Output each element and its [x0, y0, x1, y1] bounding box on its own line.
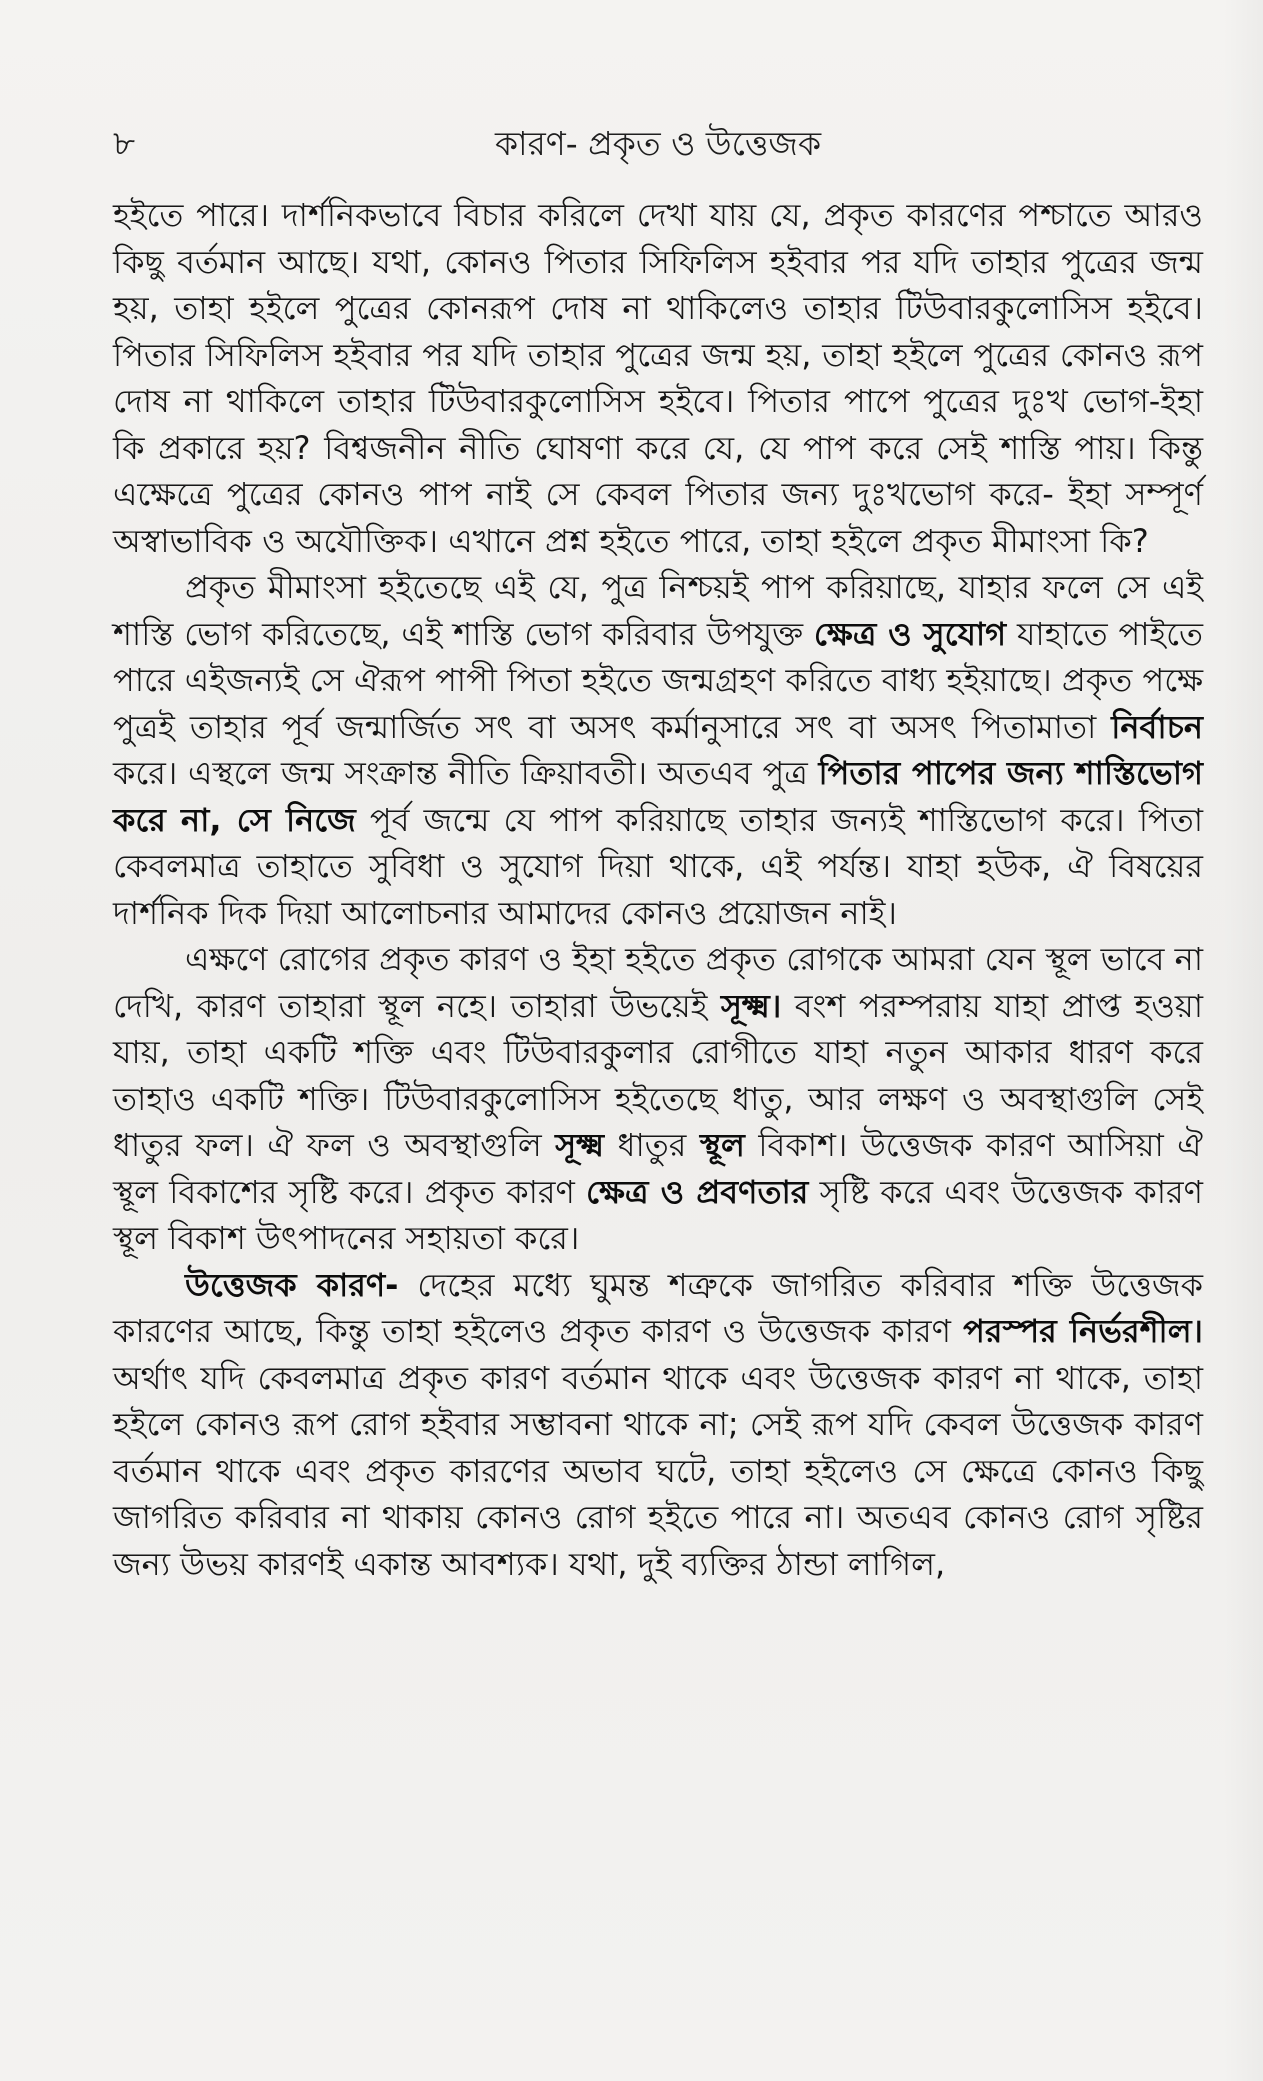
text-segment: হইতে পারে। দার্শনিকভাবে বিচার করিলে দেখা যায় যে, প্রকৃত কারণের পশ্চাতে আরও কিছু বর্তমান আছে। যথা, কোনও পিতার সিফিলিস হইবার পর যদি তাহার পুত্রের জন্ম হয়, তাহা হইলে পুত্রের কোনরূপ দোষ না থাকিলেও তাহার টিউবারকুলোসিস হইবে। পিতার সিফিলিস হইবার পর যদি তাহার পুত্রের জন্ম হয়, তাহা হইলে পুত্রের কোনও রূপ দোষ না থাকিলে তাহার টিউবারকুলোসিস হইবে। পিতার পাপে পুত্রের দুঃখ ভোগ-ইহা কি প্রকারে হয়? বিশ্বজনীন নীতি ঘোষণা করে যে, যে পাপ করে সেই শাস্তি পায়। কিন্তু এক্ষেত্রে পুত্রের কোনও পাপ নাই সে কেবল পিতার জন্য দুঃখভোগ করে- ইহা সম্পূর্ণ অস্বাভাবিক ও অযৌক্তিক। এখানে প্রশ্ন হইতে পারে, তাহা হইলে প্রকৃত মীমাংসা কি?	[113, 196, 1203, 560]
bold-text-segment: স্থূল	[699, 1126, 745, 1164]
paragraph	[113, 936, 1203, 1262]
running-head: কারণ- প্রকৃত ও উত্তেজক	[494, 124, 822, 163]
bold-text-segment: ক্ষেত্র ও সুযোগ	[813, 614, 1007, 653]
page-header	[113, 118, 1203, 168]
text-segment: সৃষ্টি করে এবং উত্তেজক কারণ স্থূল বিকাশ উৎপাদনের সহায়তা করে।	[113, 1172, 1203, 1257]
text-segment: ধাতুর	[604, 1126, 700, 1164]
body-text	[113, 192, 1203, 1587]
text-segment: বংশ পরম্পরায় যাহা প্রাপ্ত হওয়া যায়, তাহা একটি শক্তি এবং টিউবারকুলার রোগীতে যাহা নতুন আকার ধারণ করে তাহাও একটি শক্তি। টিউবারকুলোসিস হইতেছে ধাতু, আর লক্ষণ ও অবস্থাগুলি সেই ধাতুর ফল। ঐ ফল ও অবস্থাগুলি	[113, 986, 1204, 1164]
bold-text-segment: সূক্ষ্ম	[555, 1126, 605, 1164]
text-segment: এক্ষণে রোগের প্রকৃত কারণ ও ইহা হইতে প্রকৃত রোগকে আমরা যেন স্থূল ভাবে না দেখি, কারণ তাহারা স্থূল নহে। তাহারা উভয়েই	[113, 940, 1203, 1025]
text-segment: যাহাতে পাইতে পারে এইজন্যই সে ঐরূপ পাপী পিতা হইতে জন্মগ্রহণ করিতে বাধ্য হইয়াছে। প্রকৃত পক্ষে পুত্রই তাহার পূর্ব জন্মার্জিত সৎ বা অসৎ কর্মানুসারে সৎ বা অসৎ পিতামাতা	[113, 614, 1204, 746]
paragraph	[113, 564, 1203, 936]
bold-text-segment: নির্বাচন	[1111, 707, 1203, 746]
page-number: ৮	[113, 124, 136, 164]
bold-text-segment: উত্তেজক কারণ-	[185, 1265, 399, 1304]
paragraph	[113, 192, 1203, 564]
bold-text-segment: ক্ষেত্র ও প্রবণতার	[586, 1172, 809, 1211]
bold-text-segment: পরস্পর নির্ভরশীল।	[963, 1312, 1203, 1350]
text-segment: বিকাশ। উত্তেজক কারণ আসিয়া ঐ স্থূল বিকাশের সৃষ্টি করে। প্রকৃত কারণ	[113, 1126, 1203, 1211]
text-segment: প্রকৃত মীমাংসা হইতেছে এই যে, পুত্র নিশ্চয়ই পাপ করিয়াছে, যাহার ফলে সে এই শাস্তি ভোগ করিতেছে, এই শাস্তি ভোগ করিবার উপযুক্ত	[113, 568, 1203, 653]
text-segment: করে। এস্থলে জন্ম সংক্রান্ত নীতি ক্রিয়াবতী। অতএব পুত্র	[113, 754, 819, 792]
bold-text-segment: সূক্ষ্ম।	[720, 986, 782, 1025]
text-segment: পূর্ব জন্মে যে পাপ করিয়াছে তাহার জন্যই শাস্তিভোগ করে। পিতা কেবলমাত্র তাহাতে সুবিধা ও সুযোগ দিয়া থাকে, এই পর্যন্ত। যাহা হউক, ঐ বিষয়ের দার্শনিক দিক দিয়া আলোচনার আমাদের কোনও প্রয়োজন নাই।	[113, 800, 1203, 932]
paragraph	[113, 1262, 1203, 1588]
text-segment: দেহের মধ্যে ঘুমন্ত শত্রুকে জাগরিত করিবার শক্তি উত্তেজক কারণের আছে, কিন্তু তাহা হইলেও প্রকৃত কারণ ও উত্তেজক কারণ	[113, 1265, 1203, 1350]
page-edge-shadow	[1223, 0, 1263, 2081]
bold-text-segment: পিতার পাপের জন্য শাস্তিভোগ করে না, সে নিজে	[113, 754, 1204, 839]
text-segment: অর্থাৎ যদি কেবলমাত্র প্রকৃত কারণ বর্তমান থাকে এবং উত্তেজক কারণ না থাকে, তাহা হইলে কোনও রূপ রোগ হইবার সম্ভাবনা থাকে না; সেই রূপ যদি কেবল উত্তেজক কারণ বর্তমান থাকে এবং প্রকৃত কারণের অভাব ঘটে, তাহা হইলেও সে ক্ষেত্রে কোনও কিছু জাগরিত করিবার না থাকায় কোনও রোগ হইতে পারে না। অতএব কোনও রোগ সৃষ্টির জন্য উভয় কারণই একান্ত আবশ্যক। যথা, দুই ব্যক্তির ঠান্ডা লাগিল,	[113, 1358, 1203, 1583]
